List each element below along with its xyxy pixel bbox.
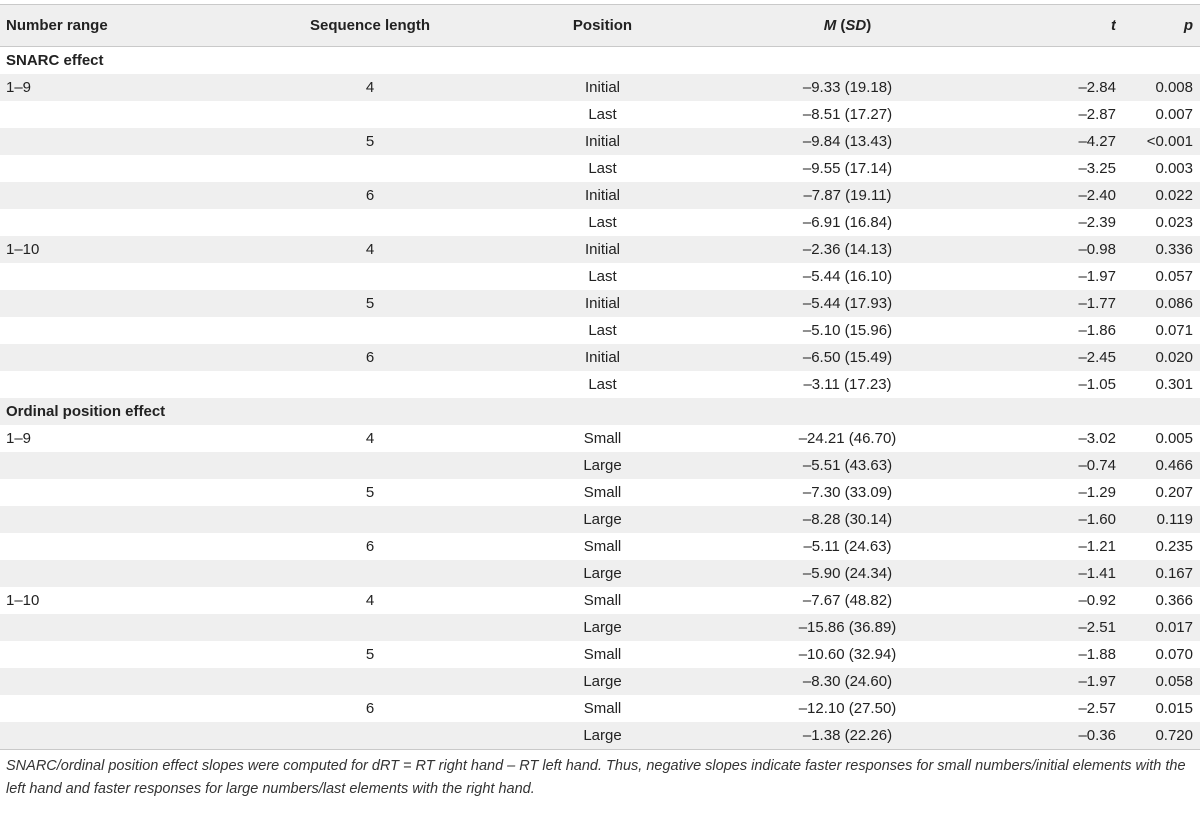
cell-t: –1.29 <box>1078 484 1116 501</box>
cell-position: Initial <box>584 349 621 366</box>
cell-p: 0.235 <box>1155 538 1193 555</box>
table-row <box>0 533 1200 560</box>
cell-t: –0.36 <box>1078 727 1116 744</box>
cell-p: 0.301 <box>1155 376 1193 393</box>
cell-p: 0.008 <box>1155 79 1193 96</box>
cell-t: –2.40 <box>1078 187 1116 204</box>
cell-p: 0.720 <box>1155 727 1193 744</box>
cell-p: 0.167 <box>1155 565 1193 582</box>
cell-m-sd: –8.51 (17.27) <box>802 106 893 123</box>
cell-p: 0.023 <box>1155 214 1193 231</box>
cell-p: 0.003 <box>1155 160 1193 177</box>
table-row <box>0 479 1200 506</box>
cell-p: 0.022 <box>1155 187 1193 204</box>
cell-sequence-length: 4 <box>365 430 375 447</box>
cell-m-sd: –12.10 (27.50) <box>798 700 897 717</box>
cell-t: –2.51 <box>1078 619 1116 636</box>
header-t-label: t <box>1111 17 1116 34</box>
cell-m-sd: –1.38 (22.26) <box>802 727 893 744</box>
cell-position: Large <box>583 727 622 744</box>
header-t <box>980 17 1116 34</box>
cell-position: Small <box>583 430 622 447</box>
table-row <box>0 209 1200 236</box>
table-row <box>0 101 1200 128</box>
table-row <box>0 290 1200 317</box>
cell-position: Initial <box>584 133 621 150</box>
cell-m-sd: –15.86 (36.89) <box>798 619 897 636</box>
cell-m-sd: –5.10 (15.96) <box>802 322 893 339</box>
cell-t: –1.05 <box>1078 376 1116 393</box>
cell-p: 0.366 <box>1155 592 1193 609</box>
cell-t: –1.41 <box>1078 565 1116 582</box>
cell-t: –2.87 <box>1078 106 1116 123</box>
table-row <box>0 263 1200 290</box>
table-row <box>0 155 1200 182</box>
section-label: Ordinal position effect <box>6 403 166 420</box>
cell-p: 0.207 <box>1155 484 1193 501</box>
cell-t: –2.45 <box>1078 349 1116 366</box>
cell-m-sd: –9.84 (13.43) <box>802 133 893 150</box>
table-row <box>0 74 1200 101</box>
table-row <box>0 236 1200 263</box>
table-row <box>0 614 1200 641</box>
cell-position: Small <box>583 646 622 663</box>
cell-position: Small <box>583 592 622 609</box>
cell-t: –0.74 <box>1078 457 1116 474</box>
table-row <box>0 128 1200 155</box>
cell-t: –4.27 <box>1078 133 1116 150</box>
table-row <box>0 506 1200 533</box>
cell-position: Last <box>588 214 617 231</box>
cell-sequence-length: 6 <box>365 349 375 366</box>
cell-p: 0.466 <box>1155 457 1193 474</box>
cell-position: Small <box>583 700 622 717</box>
header-m-sd: M (SD) <box>823 17 872 34</box>
cell-m-sd: –5.44 (17.93) <box>802 295 893 312</box>
cell-number-range: 1–9 <box>6 430 32 447</box>
cell-position: Initial <box>584 241 621 258</box>
cell-p: <0.001 <box>1146 133 1193 150</box>
cell-p: 0.336 <box>1155 241 1193 258</box>
cell-number-range: 1–10 <box>6 592 40 609</box>
cell-sequence-length: 5 <box>365 484 375 501</box>
cell-m-sd: –24.21 (46.70) <box>798 430 897 447</box>
table-row <box>0 641 1200 668</box>
cell-position: Large <box>583 673 622 690</box>
cell-t: –2.57 <box>1078 700 1116 717</box>
header-sd-label: SD <box>845 17 867 34</box>
cell-position: Small <box>583 484 622 501</box>
cell-number-range: 1–9 <box>6 79 32 96</box>
section-header-row <box>0 47 1200 74</box>
cell-sequence-length: 4 <box>365 79 375 96</box>
cell-p: 0.057 <box>1155 268 1193 285</box>
header-p-label: p <box>1183 17 1193 34</box>
cell-p: 0.058 <box>1155 673 1193 690</box>
cell-m-sd: –5.11 (24.63) <box>803 538 892 555</box>
header-sequence-length: Sequence length <box>309 17 431 34</box>
cell-t: –1.88 <box>1078 646 1116 663</box>
cell-sequence-length: 6 <box>365 538 375 555</box>
cell-t: –1.60 <box>1078 511 1116 528</box>
cell-m-sd: –7.30 (33.09) <box>802 484 893 501</box>
table-row <box>0 182 1200 209</box>
section-header-row <box>0 398 1200 425</box>
cell-position: Initial <box>584 187 621 204</box>
cell-m-sd: –8.30 (24.60) <box>802 673 893 690</box>
cell-position: Large <box>583 511 622 528</box>
cell-p: 0.005 <box>1155 430 1193 447</box>
table-row <box>0 722 1200 749</box>
table-row <box>0 425 1200 452</box>
header-number-range: Number range <box>6 17 108 34</box>
table-row <box>0 560 1200 587</box>
cell-position: Initial <box>584 79 621 96</box>
results-table <box>0 4 1200 801</box>
cell-position: Small <box>583 538 622 555</box>
cell-sequence-length: 5 <box>365 133 375 150</box>
cell-p: 0.086 <box>1155 295 1193 312</box>
cell-t: –0.92 <box>1078 592 1116 609</box>
cell-m-sd: –5.90 (24.34) <box>802 565 893 582</box>
header-p <box>1116 17 1200 34</box>
table-body <box>0 47 1200 749</box>
cell-sequence-length: 6 <box>365 187 375 204</box>
cell-sequence-length: 5 <box>365 646 375 663</box>
cell-m-sd: –9.33 (19.18) <box>802 79 893 96</box>
cell-position: Large <box>583 457 622 474</box>
cell-m-sd: –2.36 (14.13) <box>802 241 893 258</box>
table-footnote: SNARC/ordinal position effect slopes were computed for dRT = RT right hand – RT left hand. Thus, negative slopes indicate faster responses for small numbers/initial elements with the left hand and faster responses for large numbers/last elements with the right hand. <box>6 758 1186 797</box>
cell-m-sd: –5.44 (16.10) <box>802 268 893 285</box>
cell-position: Last <box>588 268 617 285</box>
table-row <box>0 371 1200 398</box>
cell-m-sd: –5.51 (43.63) <box>802 457 893 474</box>
cell-p: 0.119 <box>1156 511 1193 528</box>
cell-m-sd: –10.60 (32.94) <box>798 646 897 663</box>
cell-p: 0.015 <box>1155 700 1193 717</box>
cell-position: Last <box>588 160 617 177</box>
cell-m-sd: –6.91 (16.84) <box>802 214 893 231</box>
header-position: Position <box>572 17 633 34</box>
cell-sequence-length: 6 <box>365 700 375 717</box>
cell-t: –1.97 <box>1078 673 1116 690</box>
section-label: SNARC effect <box>6 52 104 69</box>
cell-p: 0.020 <box>1155 349 1193 366</box>
cell-p: 0.071 <box>1155 322 1193 339</box>
cell-position: Last <box>588 322 617 339</box>
cell-m-sd: –9.55 (17.14) <box>802 160 893 177</box>
table-row <box>0 695 1200 722</box>
header-m-label: M <box>823 17 837 34</box>
cell-t: –3.25 <box>1078 160 1116 177</box>
table-row <box>0 344 1200 371</box>
cell-m-sd: –7.87 (19.11) <box>803 187 892 204</box>
cell-p: 0.007 <box>1155 106 1193 123</box>
cell-sequence-length: 4 <box>365 241 375 258</box>
table-row <box>0 452 1200 479</box>
cell-sequence-length: 5 <box>365 295 375 312</box>
cell-t: –2.39 <box>1078 214 1116 231</box>
cell-position: Large <box>583 619 622 636</box>
table-header-row <box>0 5 1200 46</box>
cell-position: Last <box>588 376 617 393</box>
cell-t: –3.02 <box>1078 430 1116 447</box>
table-row <box>0 668 1200 695</box>
cell-position: Large <box>583 565 622 582</box>
cell-m-sd: –6.50 (15.49) <box>802 349 893 366</box>
cell-number-range: 1–10 <box>6 241 40 258</box>
cell-m-sd: –7.67 (48.82) <box>802 592 893 609</box>
cell-p: 0.070 <box>1155 646 1193 663</box>
cell-sequence-length: 4 <box>365 592 375 609</box>
table-row <box>0 317 1200 344</box>
cell-t: –0.98 <box>1078 241 1116 258</box>
cell-position: Last <box>588 106 617 123</box>
cell-t: –1.21 <box>1078 538 1116 555</box>
cell-t: –1.97 <box>1078 268 1116 285</box>
cell-t: –1.77 <box>1078 295 1116 312</box>
cell-t: –1.86 <box>1078 322 1116 339</box>
cell-t: –2.84 <box>1078 79 1116 96</box>
cell-m-sd: –3.11 (17.23) <box>803 376 892 393</box>
cell-position: Initial <box>584 295 621 312</box>
table-row <box>0 587 1200 614</box>
cell-p: 0.017 <box>1155 619 1193 636</box>
cell-m-sd: –8.28 (30.14) <box>802 511 893 528</box>
